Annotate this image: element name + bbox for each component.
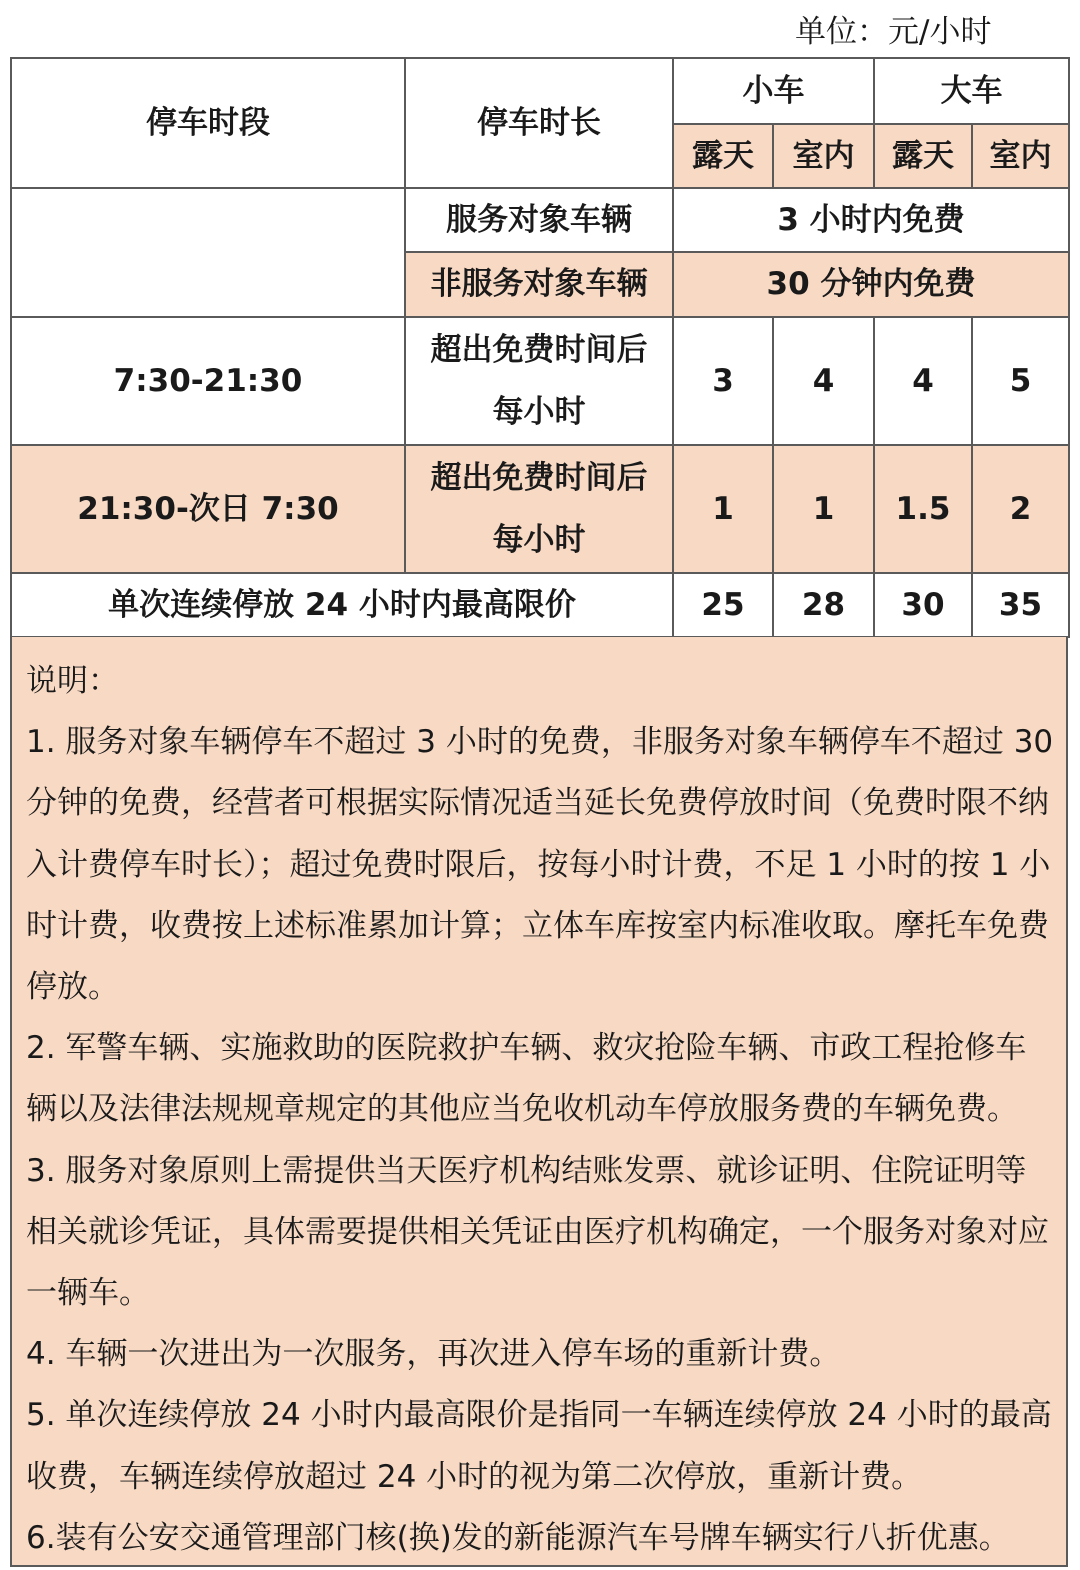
cap-large-outdoor: 30 bbox=[874, 573, 972, 637]
header-period: 停车时段 bbox=[11, 58, 405, 188]
rate-row-day bbox=[11, 317, 1069, 445]
rate-label-line2: 每小时 bbox=[492, 394, 586, 430]
header-small-outdoor: 露天 bbox=[673, 124, 773, 188]
cap-large-indoor: 35 bbox=[972, 573, 1069, 637]
notes-title: 说明： bbox=[26, 663, 119, 699]
rate-label bbox=[405, 317, 673, 445]
rate-small-indoor: 4 bbox=[773, 317, 874, 445]
header-large-car: 大车 bbox=[874, 58, 1069, 124]
rate-large-outdoor: 1.5 bbox=[874, 445, 972, 573]
unit-label: 单位：元/小时 bbox=[795, 14, 992, 50]
cap-small-outdoor: 25 bbox=[673, 573, 773, 637]
rate-label-line2: 每小时 bbox=[492, 522, 586, 558]
header-large-indoor: 室内 bbox=[972, 124, 1069, 188]
note-item: 6.装有公安交通管理部门核(换)发的新能源汽车号牌车辆实行八折优惠。 bbox=[26, 1519, 1010, 1556]
free-row-nonservice-value: 30 分钟内免费 bbox=[673, 252, 1069, 317]
rate-small-outdoor: 3 bbox=[673, 317, 773, 445]
note-item: 5. 单次连续停放 24 小时内最高限价是指同一车辆连续停放 24 小时的最高收费，车辆连续停放超过 24 小时的视为第二次停放，重新计费。 bbox=[26, 1397, 1052, 1495]
rate-label bbox=[405, 445, 673, 573]
parking-fee-table bbox=[10, 57, 1070, 638]
cap-row bbox=[11, 573, 1069, 637]
rate-large-indoor: 5 bbox=[972, 317, 1069, 445]
free-row-service-value: 3 小时内免费 bbox=[673, 188, 1069, 252]
notes-section bbox=[10, 637, 1068, 1567]
header-large-outdoor: 露天 bbox=[874, 124, 972, 188]
rate-small-outdoor: 1 bbox=[673, 445, 773, 573]
rate-period: 7:30-21:30 bbox=[11, 317, 405, 445]
cap-small-indoor: 28 bbox=[773, 573, 874, 637]
header-small-indoor: 室内 bbox=[773, 124, 874, 188]
rate-period: 21:30-次日 7:30 bbox=[11, 445, 405, 573]
rate-row-night bbox=[11, 445, 1069, 573]
header-small-car: 小车 bbox=[673, 58, 874, 124]
header-duration: 停车时长 bbox=[405, 58, 673, 188]
rate-large-indoor: 2 bbox=[972, 445, 1069, 573]
rate-label-line1: 超出免费时间后 bbox=[430, 460, 648, 496]
note-item: 2. 军警车辆、实施救助的医院救护车辆、救灾抢险车辆、市政工程抢修车辆以及法律法规规章规定的其他应当免收机动车停放服务费的车辆免费。 bbox=[26, 1030, 1027, 1128]
rate-small-indoor: 1 bbox=[773, 445, 874, 573]
rate-label-line1: 超出免费时间后 bbox=[430, 332, 648, 368]
note-item: 1. 服务对象车辆停车不超过 3 小时的免费，非服务对象车辆停车不超过 30 分钟的免费，经营者可根据实际情况适当延长免费停放时间（免费时限不纳入计费停车时长）；超过免费时限后，按每小时计费，不足 1 小时的按 1 小时计费，收费按上述标准累加计算；立体车库按室内标准收取。摩托车免费停放。 bbox=[26, 724, 1054, 1006]
free-row-nonservice-label: 非服务对象车辆 bbox=[405, 252, 673, 317]
rate-large-outdoor: 4 bbox=[874, 317, 972, 445]
note-item: 4. 车辆一次进出为一次服务，再次进入停车场的重新计费。 bbox=[26, 1336, 841, 1373]
free-row-service-label: 服务对象车辆 bbox=[405, 188, 673, 252]
free-period-blank bbox=[11, 188, 405, 317]
note-item: 3. 服务对象原则上需提供当天医疗机构结账发票、就诊证明、住院证明等相关就诊凭证，具体需要提供相关凭证由医疗机构确定，一个服务对象对应一辆车。 bbox=[26, 1152, 1049, 1312]
cap-label: 单次连续停放 24 小时内最高限价 bbox=[11, 573, 673, 637]
